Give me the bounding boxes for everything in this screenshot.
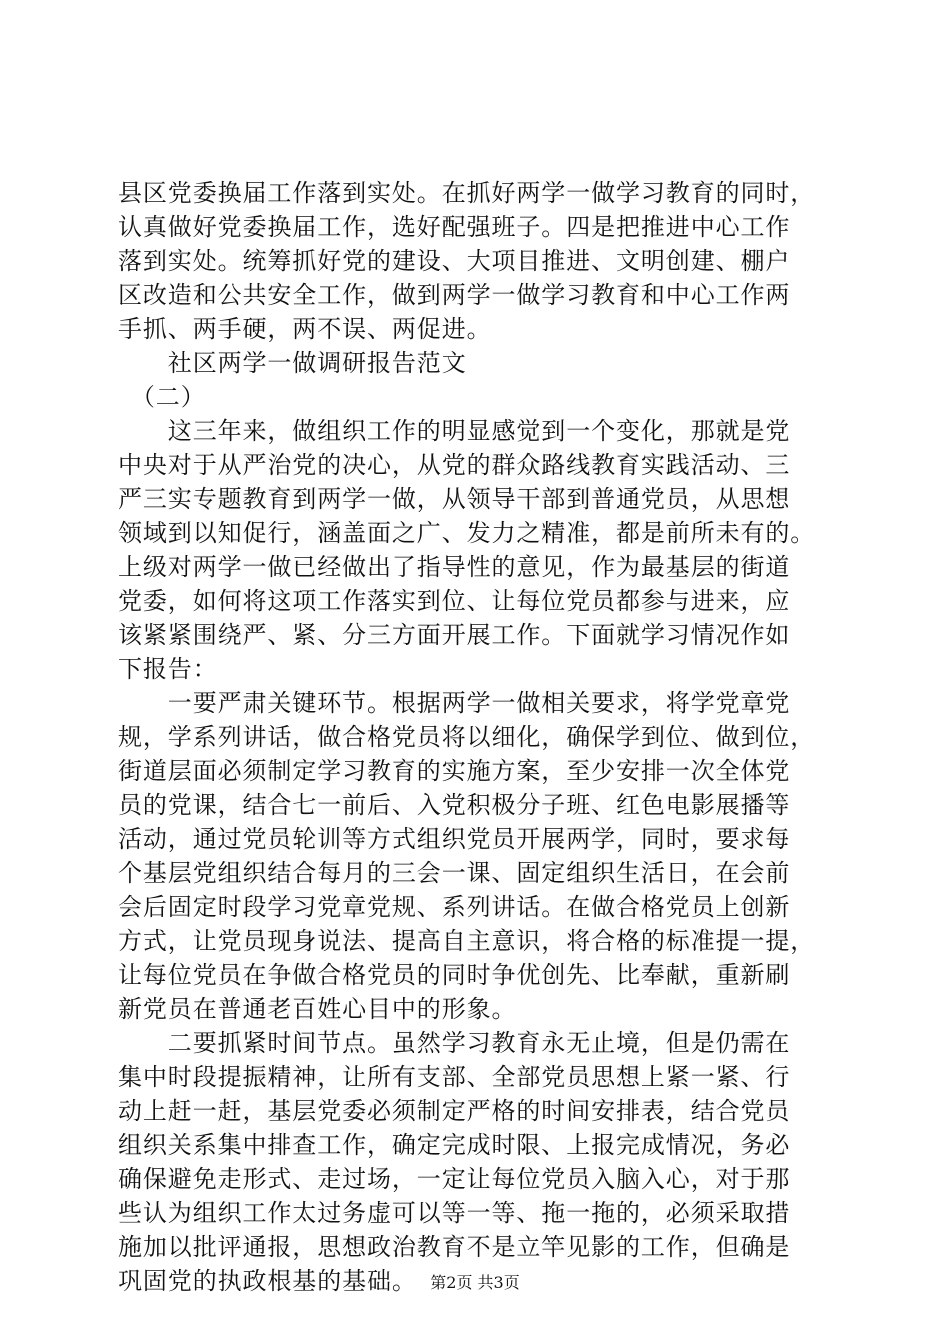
text-line: （二） bbox=[118, 383, 206, 411]
text-line: 下报告： bbox=[118, 655, 218, 683]
text-line: 该紧紧围绕严、紧、分三方面开展工作。下面就学习情况作如 bbox=[118, 621, 791, 649]
text-line: 中央对于从严治党的决心，从党的群众路线教育实践活动、三 bbox=[118, 451, 791, 479]
text-line: 让每位党员在争做合格党员的同时争优创先、比奉献，重新刷 bbox=[118, 961, 791, 989]
text-line: 个基层党组织结合每月的三会一课、固定组织生活日，在会前 bbox=[118, 859, 791, 887]
text-line: 这三年来，做组织工作的明显感觉到一个变化，那就是党 bbox=[118, 417, 791, 445]
text-line: 确保避免走形式、走过场，一定让每位党员入脑入心，对于那 bbox=[118, 1165, 791, 1193]
text-line: 街道层面必须制定学习教育的实施方案，至少安排一次全体党 bbox=[118, 757, 791, 785]
text-line: 员的党课，结合七一前后、入党积极分子班、红色电影展播等 bbox=[118, 791, 791, 819]
text-line: 落到实处。统筹抓好党的建设、大项目推进、文明创建、棚户 bbox=[118, 247, 791, 275]
text-line: 区改造和公共安全工作，做到两学一做学习教育和中心工作两 bbox=[118, 281, 791, 309]
text-line: 巩固党的执政根基的基础。 bbox=[118, 1267, 417, 1295]
text-line: 上级对两学一做已经做出了指导性的意见，作为最基层的街道 bbox=[118, 553, 791, 581]
text-line: 方式，让党员现身说法、提高自主意识，将合格的标准提一提， bbox=[118, 927, 816, 955]
text-line: 会后固定时段学习党章党规、系列讲话。在做合格党员上创新 bbox=[118, 893, 791, 921]
text-line: 县区党委换届工作落到实处。在抓好两学一做学习教育的同时， bbox=[118, 179, 816, 207]
text-line: 严三实专题教育到两学一做，从领导干部到普通党员，从思想 bbox=[118, 485, 791, 513]
text-line: 动上赶一赶，基层党委必须制定严格的时间安排表，结合党员 bbox=[118, 1097, 791, 1125]
document-body bbox=[118, 176, 838, 1298]
text-line: 施加以批评通报，思想政治教育不是立竿见影的工作，但确是 bbox=[118, 1233, 791, 1261]
text-line: 领域到以知促行，涵盖面之广、发力之精准，都是前所未有的。 bbox=[118, 519, 816, 547]
text-line: 二要抓紧时间节点。虽然学习教育永无止境，但是仍需在 bbox=[118, 1029, 791, 1057]
text-line: 一要严肃关键环节。根据两学一做相关要求，将学党章党 bbox=[118, 689, 791, 717]
text-line: 规，学系列讲话，做合格党员将以细化，确保学到位、做到位， bbox=[118, 723, 816, 751]
text-line: 手抓、两手硬，两不误、两促进。 bbox=[118, 315, 492, 343]
text-line: 组织关系集中排查工作，确定完成时限、上报完成情况，务必 bbox=[118, 1131, 791, 1159]
text-line: 社区两学一做调研报告范文 bbox=[118, 349, 467, 377]
page-footer: 第2页 共3页 bbox=[430, 1273, 520, 1292]
text-line: 些认为组织工作太过务虚可以等一等、拖一拖的，必须采取措 bbox=[118, 1199, 791, 1227]
text-line: 集中时段提振精神，让所有支部、全部党员思想上紧一紧、行 bbox=[118, 1063, 791, 1091]
text-line: 新党员在普通老百姓心目中的形象。 bbox=[118, 995, 517, 1023]
text-line: 活动，通过党员轮训等方式组织党员开展两学，同时，要求每 bbox=[118, 825, 791, 853]
text-line: 认真做好党委换届工作，选好配强班子。四是把推进中心工作 bbox=[118, 213, 791, 241]
text-line: 党委，如何将这项工作落实到位、让每位党员都参与进来，应 bbox=[118, 587, 791, 615]
